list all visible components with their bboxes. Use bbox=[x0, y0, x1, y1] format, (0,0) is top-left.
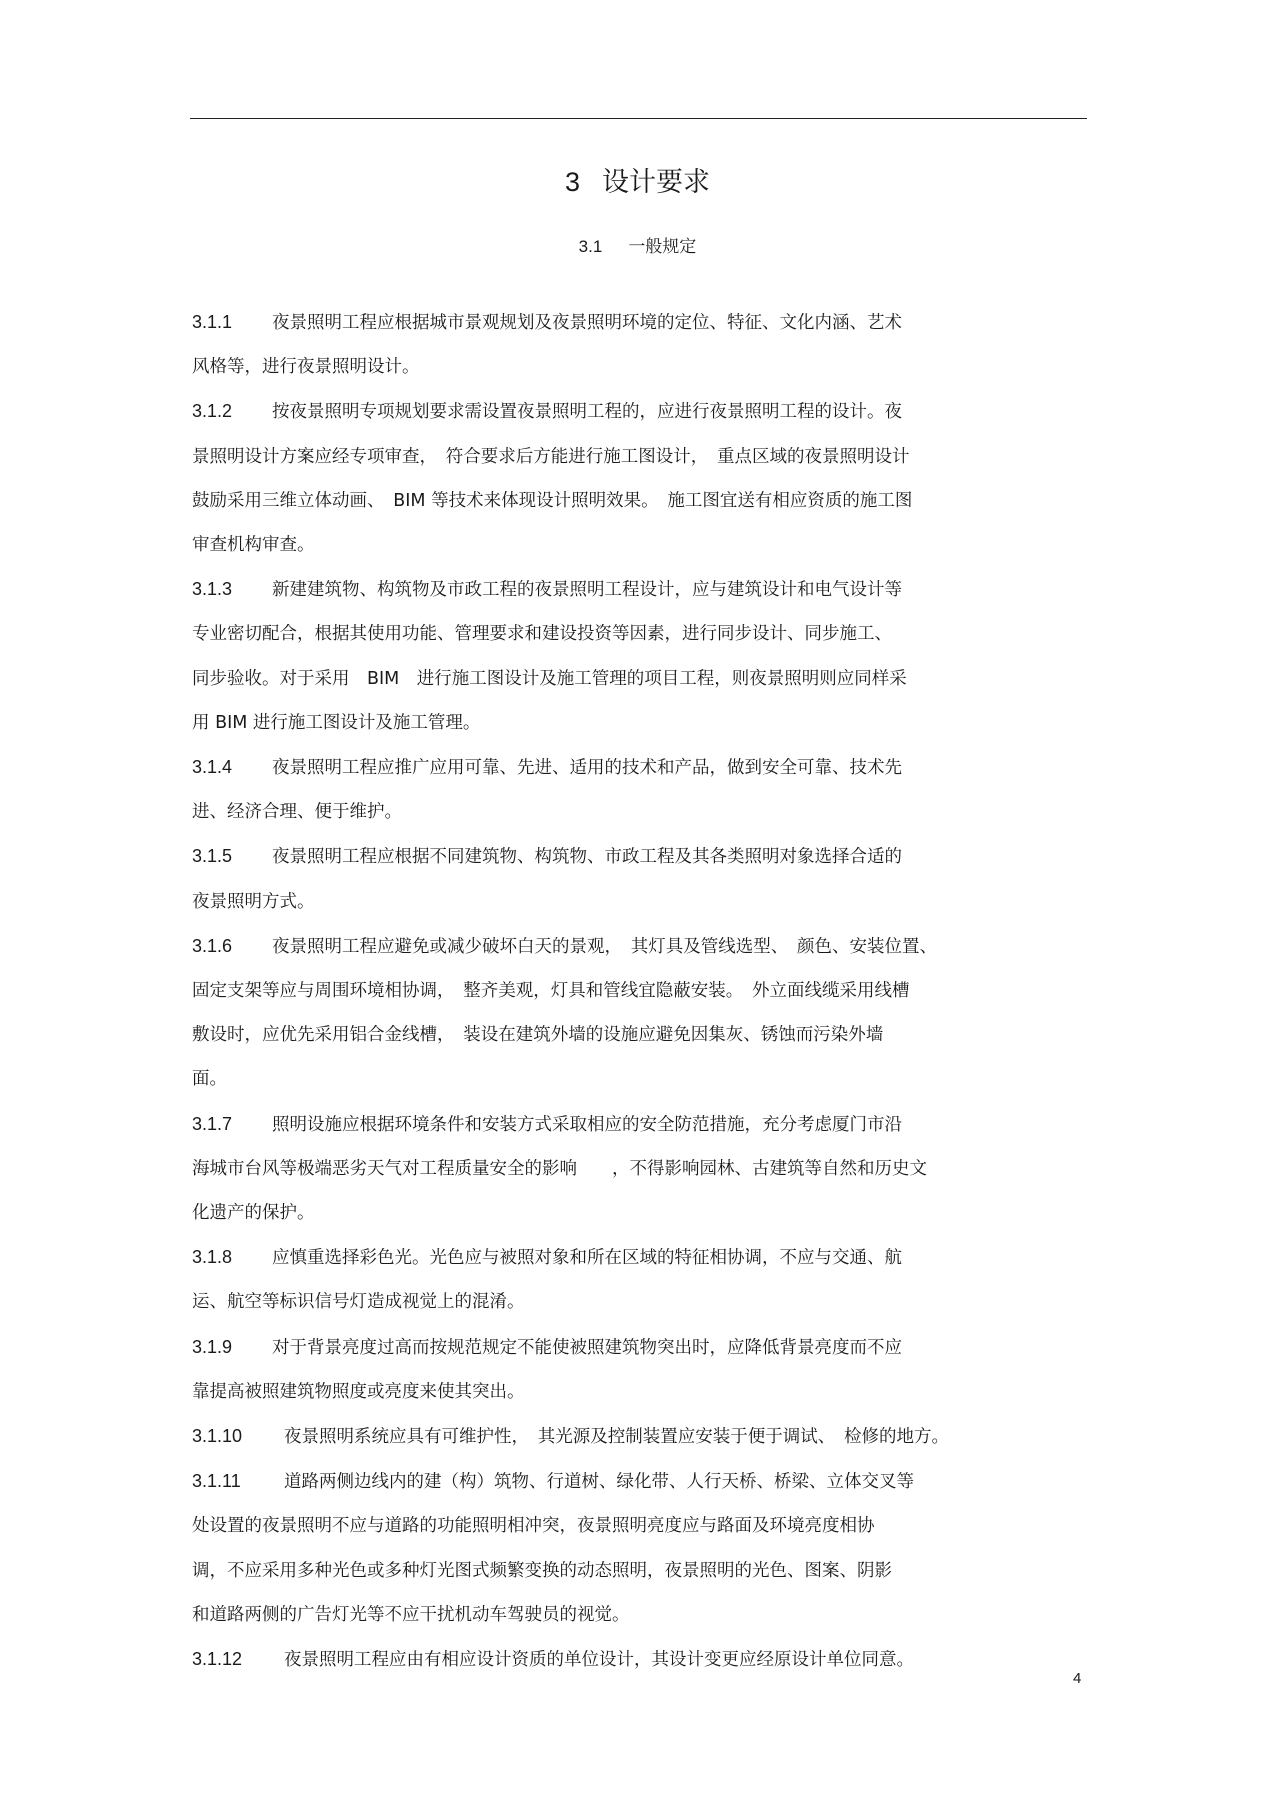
clause-text: 运、航空等标识信号灯造成视觉上的混淆。 bbox=[192, 1292, 525, 1313]
clause-line bbox=[192, 1057, 1092, 1101]
clause-text: 敷设时，应优先采用铝合金线槽， 装设在建筑外墙的设施应避免因集灰、锈蚀而污染外墙 bbox=[192, 1025, 884, 1046]
clause-text: 景照明设计方案应经专项审查， 符合要求后方能进行施工图设计， 重点区域的夜景照明设计 bbox=[192, 446, 910, 467]
clause-text: 靠提高被照建筑物照度或亮度来使其突出。 bbox=[192, 1381, 525, 1402]
clause-text: 鼓励采用三维立体动画、 BIM 等技术来体现设计照明效果。 施工图宜送有相应资质的施工图 bbox=[192, 490, 913, 511]
clause-text: 审查机构审查。 bbox=[192, 535, 315, 556]
clause-text: 进、经济合理、便于维护。 bbox=[192, 802, 402, 823]
clause-text: 照明设施应根据环境条件和安装方式采取相应的安全防范措施，充分考虑厦门市沿 bbox=[272, 1114, 902, 1135]
clause-list bbox=[192, 300, 1092, 1682]
clause-text: 夜景照明工程应推广应用可靠、先进、适用的技术和产品，做到安全可靠、技术先 bbox=[272, 758, 902, 779]
chapter-number: 3 bbox=[564, 167, 581, 197]
clause-item bbox=[192, 567, 1092, 745]
clause-number: 3.1.7 bbox=[192, 1113, 233, 1134]
clause-text: 同步验收。对于采用 BIM 进行施工图设计及施工管理的项目工程，则夜景照明则应同样采 bbox=[192, 668, 907, 689]
clause-text: 对于背景亮度过高而按规范规定不能使被照建筑物突出时，应降低背景亮度而不应 bbox=[272, 1337, 902, 1358]
clause-text: 固定支架等应与周围环境相协调， 整齐美观，灯具和管线宜隐蔽安装。 外立面线缆采用线槽 bbox=[192, 981, 910, 1002]
clause-line bbox=[192, 300, 1092, 345]
clause-number: 3.1.4 bbox=[192, 757, 233, 778]
clause-line bbox=[192, 1102, 1092, 1147]
clause-text: 夜景照明工程应避免或减少破坏白天的景观， 其灯具及管线选型、 颜色、安装位置、 bbox=[272, 936, 937, 957]
clause-number: 3.1.12 bbox=[192, 1649, 243, 1670]
clause-number: 3.1.1 bbox=[192, 312, 233, 332]
clause-number: 3.1.9 bbox=[192, 1336, 233, 1357]
clause-line bbox=[192, 1549, 1092, 1593]
clause-line bbox=[192, 834, 1092, 879]
clause-line bbox=[192, 1013, 1092, 1057]
clause-line bbox=[192, 612, 1092, 656]
clause-line bbox=[192, 1325, 1092, 1370]
clause-item bbox=[192, 1325, 1092, 1414]
clause-line bbox=[192, 479, 1092, 523]
clause-text: 处设置的夜景照明不应与道路的功能照明相冲突，夜景照明亮度应与路面及环境亮度相协 bbox=[192, 1516, 875, 1537]
chapter-heading bbox=[0, 160, 1275, 199]
clause-line bbox=[192, 1459, 1092, 1504]
clause-line bbox=[192, 924, 1092, 969]
clause-text: 和道路两侧的广告灯光等不应干扰机动车驾驶员的视觉。 bbox=[192, 1604, 630, 1625]
clause-line bbox=[192, 567, 1092, 612]
clause-line bbox=[192, 1280, 1092, 1324]
clause-text: 专业密切配合，根据其使用功能、管理要求和建设投资等因素，进行同步设计、同步施工、 bbox=[192, 624, 892, 645]
clause-text: 面。 bbox=[192, 1069, 227, 1090]
clause-line bbox=[192, 1504, 1092, 1548]
clause-item bbox=[192, 834, 1092, 923]
clause-line bbox=[192, 1147, 1092, 1191]
clause-text: 夜景照明方式。 bbox=[192, 891, 315, 912]
clause-line bbox=[192, 880, 1092, 924]
clause-text: 应慎重选择彩色光。光色应与被照对象和所在区域的特征相协调，不应与交通、航 bbox=[272, 1248, 902, 1269]
clause-item bbox=[192, 1637, 1092, 1682]
clause-line bbox=[192, 1637, 1092, 1682]
clause-item bbox=[192, 1235, 1092, 1324]
clause-number: 3.1.6 bbox=[192, 935, 233, 956]
clause-line bbox=[192, 1191, 1092, 1235]
clause-number: 3.1.5 bbox=[192, 846, 233, 867]
clause-line bbox=[192, 657, 1092, 701]
clause-text: 夜景照明系统应具有可维护性， 其光源及控制装置应安装于便于调试、 检修的地方。 bbox=[284, 1427, 949, 1448]
clause-line bbox=[192, 1593, 1092, 1637]
clause-line bbox=[192, 745, 1092, 790]
clause-line bbox=[192, 1370, 1092, 1414]
section-title: 一般规定 bbox=[628, 237, 697, 257]
clause-text: 海城市台风等极端恶劣天气对工程质量安全的影响 ，不得影响园林、古建筑等自然和历史文 bbox=[192, 1158, 927, 1179]
clause-line bbox=[192, 1235, 1092, 1280]
clause-item bbox=[192, 1459, 1092, 1637]
clause-text: 风格等，进行夜景照明设计。 bbox=[192, 357, 420, 378]
clause-item bbox=[192, 389, 1092, 567]
clause-item bbox=[192, 745, 1092, 834]
clause-line bbox=[192, 969, 1092, 1013]
clause-text: 调，不应采用多种光色或多种灯光图式频繁变换的动态照明，夜景照明的光色、图案、阴影 bbox=[192, 1560, 892, 1581]
clause-line bbox=[192, 1414, 1092, 1459]
clause-text: 夜景照明工程应根据不同建筑物、构筑物、市政工程及其各类照明对象选择合适的 bbox=[272, 847, 902, 868]
clause-text: 用 BIM 进行施工图设计及施工管理。 bbox=[192, 712, 481, 733]
clause-line bbox=[192, 435, 1092, 479]
clause-number: 3.1.3 bbox=[192, 579, 233, 600]
clause-text: 夜景照明工程应根据城市景观规划及夜景照明环境的定位、特征、文化内涵、艺术 bbox=[272, 313, 902, 333]
clause-item bbox=[192, 300, 1092, 389]
clause-item bbox=[192, 1102, 1092, 1236]
clause-line bbox=[192, 523, 1092, 567]
clause-item bbox=[192, 1414, 1092, 1459]
clause-number: 3.1.11 bbox=[192, 1471, 241, 1492]
clause-text: 化遗产的保护。 bbox=[192, 1203, 315, 1224]
clause-line bbox=[192, 345, 1092, 389]
clause-text: 新建建筑物、构筑物及市政工程的夜景照明工程设计，应与建筑设计和电气设计等 bbox=[272, 580, 902, 601]
clause-number: 3.1.2 bbox=[192, 401, 233, 422]
clause-item bbox=[192, 924, 1092, 1102]
chapter-title: 设计要求 bbox=[602, 167, 711, 198]
clause-number: 3.1.8 bbox=[192, 1247, 233, 1268]
clause-text: 道路两侧边线内的建（构）筑物、行道树、绿化带、人行天桥、桥梁、立体交叉等 bbox=[284, 1472, 914, 1493]
section-number: 3.1 bbox=[578, 237, 603, 256]
section-heading bbox=[0, 232, 1275, 257]
clause-text: 按夜景照明专项规划要求需设置夜景照明工程的，应进行夜景照明工程的设计。夜 bbox=[272, 402, 902, 423]
header-rule bbox=[190, 118, 1087, 119]
clause-text: 夜景照明工程应由有相应设计资质的单位设计，其设计变更应经原设计单位同意。 bbox=[284, 1650, 914, 1671]
clause-line bbox=[192, 701, 1092, 745]
clause-line bbox=[192, 389, 1092, 434]
page-number: 4 bbox=[1073, 1670, 1082, 1687]
clause-number: 3.1.10 bbox=[192, 1426, 243, 1447]
clause-line bbox=[192, 790, 1092, 834]
